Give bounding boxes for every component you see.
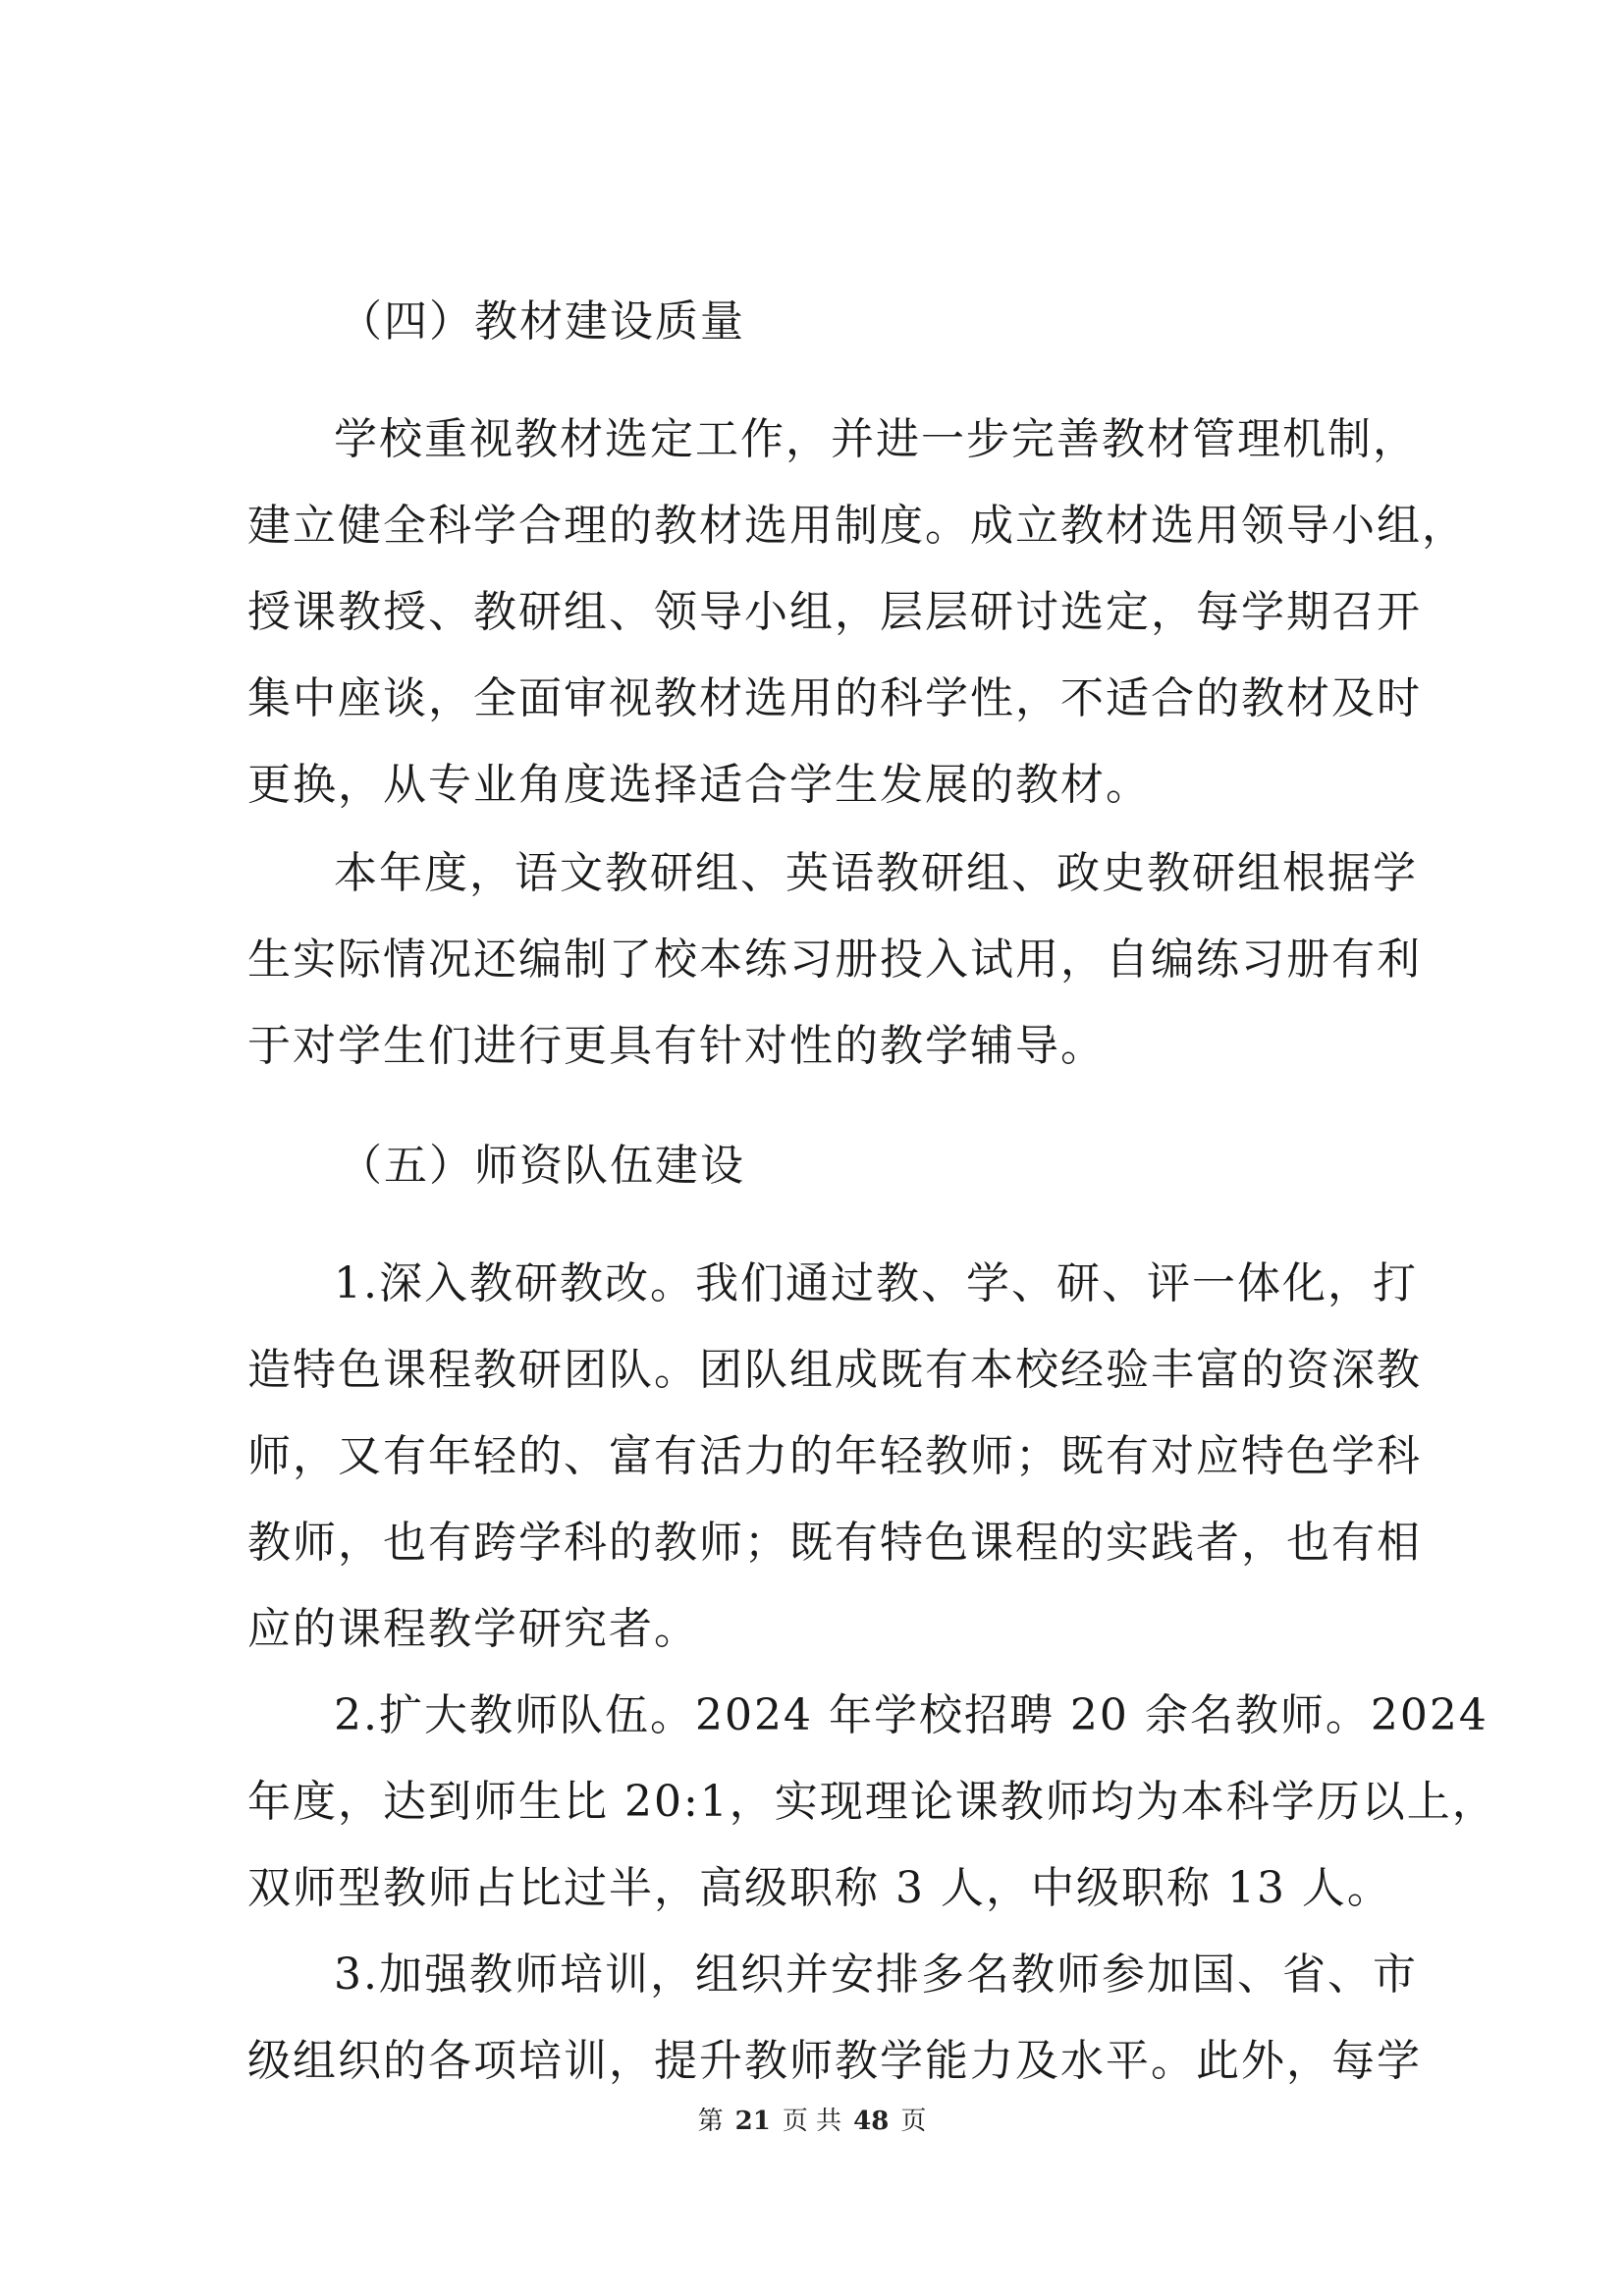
section-4-para1-line: 学校重视教材选定工作，并进一步完善教材管理机制， xyxy=(334,414,1418,464)
section-5-heading: （五）师资队伍建设 xyxy=(339,1141,745,1191)
section-4-para2-line: 生实际情况还编制了校本练习册投入试用，自编练习册有利 xyxy=(247,934,1422,985)
section-4-para1-line: 授课教授、教研组、领导小组，层层研讨选定，每学期召开 xyxy=(247,587,1422,637)
section-5-item1-line: 应的课程教学研究者。 xyxy=(247,1604,699,1654)
section-4-heading: （四）教材建设质量 xyxy=(339,296,745,347)
section-4-para2-line: 于对学生们进行更具有针对性的教学辅导。 xyxy=(247,1021,1106,1071)
section-5-item2-line: 年度，达到师生比 20:1，实现理论课教师均为本科学历以上， xyxy=(247,1777,1497,1827)
current-page-number: 21 xyxy=(734,2107,771,2136)
section-5-item3-line: 3.加强教师培训，组织并安排多名教师参加国、省、市 xyxy=(334,1949,1418,2000)
section-4-para1-line: 建立健全科学合理的教材选用制度。成立教材选用领导小组， xyxy=(247,501,1467,551)
section-5-item1-line: 师，又有年轻的、富有活力的年轻教师；既有对应特色学科 xyxy=(247,1431,1422,1481)
section-4-para2-line: 本年度，语文教研组、英语教研组、政史教研组根据学 xyxy=(334,848,1418,898)
footer-prefix: 第 xyxy=(697,2107,724,2136)
section-4-para1-line: 更换，从专业角度选择适合学生发展的教材。 xyxy=(247,760,1151,810)
section-5-item1-line: 1.深入教研教改。我们通过教、学、研、评一体化，打 xyxy=(334,1258,1418,1308)
section-5-item1-line: 造特色课程教研团队。团队组成既有本校经验丰富的资深教 xyxy=(247,1345,1422,1395)
section-5-item2-line: 2.扩大教师队伍。2024 年学校招聘 20 余名教师。2024 xyxy=(334,1690,1489,1740)
footer-middle: 页 共 xyxy=(782,2107,842,2136)
total-page-number: 48 xyxy=(853,2107,890,2136)
section-5-item1-line: 教师，也有跨学科的教师；既有特色课程的实践者，也有相 xyxy=(247,1518,1422,1568)
section-4-para1-line: 集中座谈，全面审视教材选用的科学性，不适合的教材及时 xyxy=(247,673,1422,723)
section-5-item3-line: 级组织的各项培训，提升教师教学能力及水平。此外，每学 xyxy=(247,2036,1422,2086)
section-5-item2-line: 双师型教师占比过半，高级职称 3 人，中级职称 13 人。 xyxy=(247,1863,1392,1913)
footer-suffix: 页 xyxy=(900,2107,927,2136)
page-footer xyxy=(0,2105,1624,2138)
